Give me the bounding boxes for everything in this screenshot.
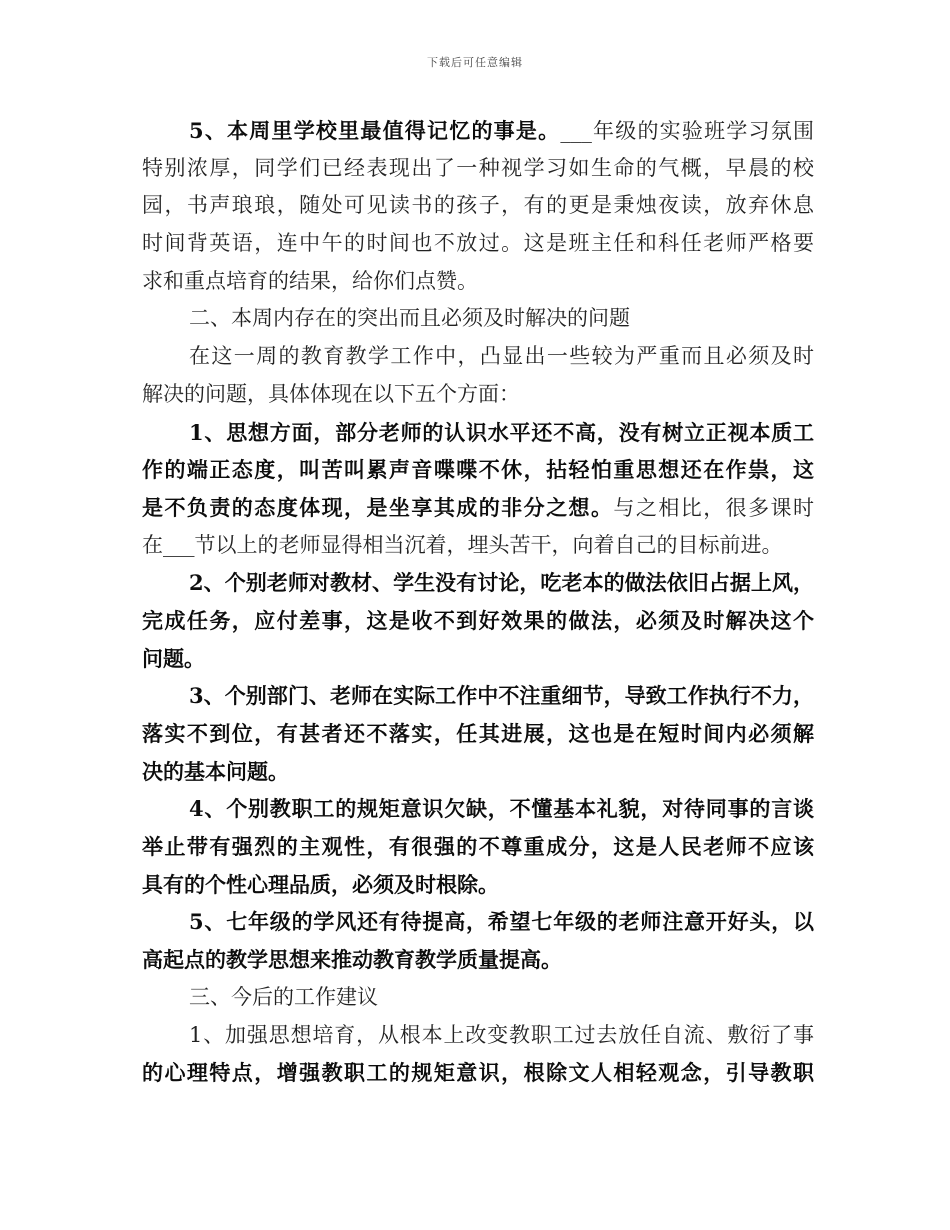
bold-text-segment: 问题。: [142, 645, 205, 671]
bold-text-segment: 是不负责的态度体现，是坐享其成的非分之想。: [142, 494, 614, 520]
text-line: [142, 489, 814, 527]
bold-text-segment: 4、个别教职工的规矩意识欠缺，不懂基本礼貌，对待同事的言谈: [189, 796, 814, 822]
text-line: [142, 677, 814, 715]
bold-text-segment: 的心理特点，增强教职工的规矩意识，根除文人相轻观念，引导教职: [142, 1060, 814, 1086]
text-segment: 二、本周内存在的突出而且必须及时解决的问题: [189, 306, 630, 331]
text-segment: 求和重点培育的结果，给你们点赞。: [142, 268, 478, 293]
text-segment: ___年级的实验班学习氛围: [560, 119, 814, 143]
bold-text-segment: 5、本周里学校里最值得记忆的事是。: [189, 118, 561, 143]
bold-text-segment: 3、个别部门、老师在实际工作中不注重细节，导致工作执行不力，: [189, 683, 814, 709]
text-line: [142, 376, 814, 414]
bold-text-segment: 5、七年级的学风还有待提高，希望七年级的老师注意开好头，以: [189, 909, 814, 935]
text-segment: 在___节以上的老师显得相当沉着，埋头苦干，向着自己的目标前进。: [142, 532, 783, 557]
text-line: [142, 715, 814, 753]
text-line: [142, 753, 814, 791]
text-line: [142, 112, 814, 150]
bold-text-segment: 落实不到位，有甚者还不落实，任其进展，这也是在短时间内必须解: [142, 721, 814, 746]
text-line: [142, 979, 814, 1017]
bold-text-segment: 举止带有强烈的主观性，有很强的不尊重成分，这是人民老师不应该: [142, 834, 814, 860]
text-segment: 时间背英语，连中午的时间也不放过。这是班主任和科任老师严格要: [142, 231, 814, 256]
text-line: [142, 263, 814, 301]
text-segment: 与之相比，很多课时: [613, 495, 814, 520]
text-line: [142, 1017, 814, 1055]
text-line: [142, 564, 814, 602]
bold-text-segment: 决的基本问题。: [142, 758, 289, 784]
bold-text-segment: 具有的个性心理品质，必须及时根除。: [142, 871, 499, 897]
text-segment: 解决的问题，具体体现在以下五个方面：: [142, 381, 520, 406]
bold-text-segment: 作的端正态度，叫苦叫累声音喋喋不休，拈轻怕重思想还在作祟，这: [142, 457, 814, 483]
text-line: [142, 602, 814, 640]
page-header: 下载后可任意编辑: [427, 56, 523, 69]
bold-text-segment: 完成任务，应付差事，这是收不到好效果的做法，必须及时解决这个: [142, 607, 814, 633]
text-line: [142, 225, 814, 263]
text-segment: 特别浓厚，同学们已经表现出了一种视学习如生命的气概，早晨的校: [142, 155, 814, 180]
text-line: [142, 790, 814, 828]
text-line: [142, 1054, 814, 1092]
text-line: [142, 150, 814, 188]
text-line: [142, 941, 814, 979]
text-line: [142, 640, 814, 678]
text-segment: 在这一周的教育教学工作中，凸显出一些较为严重而且必须及时: [189, 344, 814, 369]
text-line: [142, 338, 814, 376]
text-line: [142, 903, 814, 941]
text-segment: 园，书声琅琅，随处可见读书的孩子，有的更是秉烛夜读，放弃休息: [142, 193, 814, 218]
text-line: [142, 828, 814, 866]
text-line: [142, 866, 814, 904]
text-line: [142, 527, 814, 565]
text-line: [142, 300, 814, 338]
text-line: [142, 451, 814, 489]
document-body: [142, 112, 814, 1092]
text-segment: 1、加强思想培育，从根本上改变教职工过去放任自流、敷衍了事: [189, 1022, 814, 1047]
bold-text-segment: 1、思想方面，部分老师的认识水平还不高，没有树立正视本质工: [189, 419, 814, 445]
text-line: [142, 187, 814, 225]
bold-text-segment: 高起点的教学思想来推动教育教学质量提高。: [142, 947, 562, 973]
text-line: [142, 414, 814, 452]
text-segment: 三、今后的工作建议: [189, 984, 378, 1009]
bold-text-segment: 2、个别老师对教材、学生没有讨论，吃老本的做法依旧占据上风，: [189, 570, 814, 596]
